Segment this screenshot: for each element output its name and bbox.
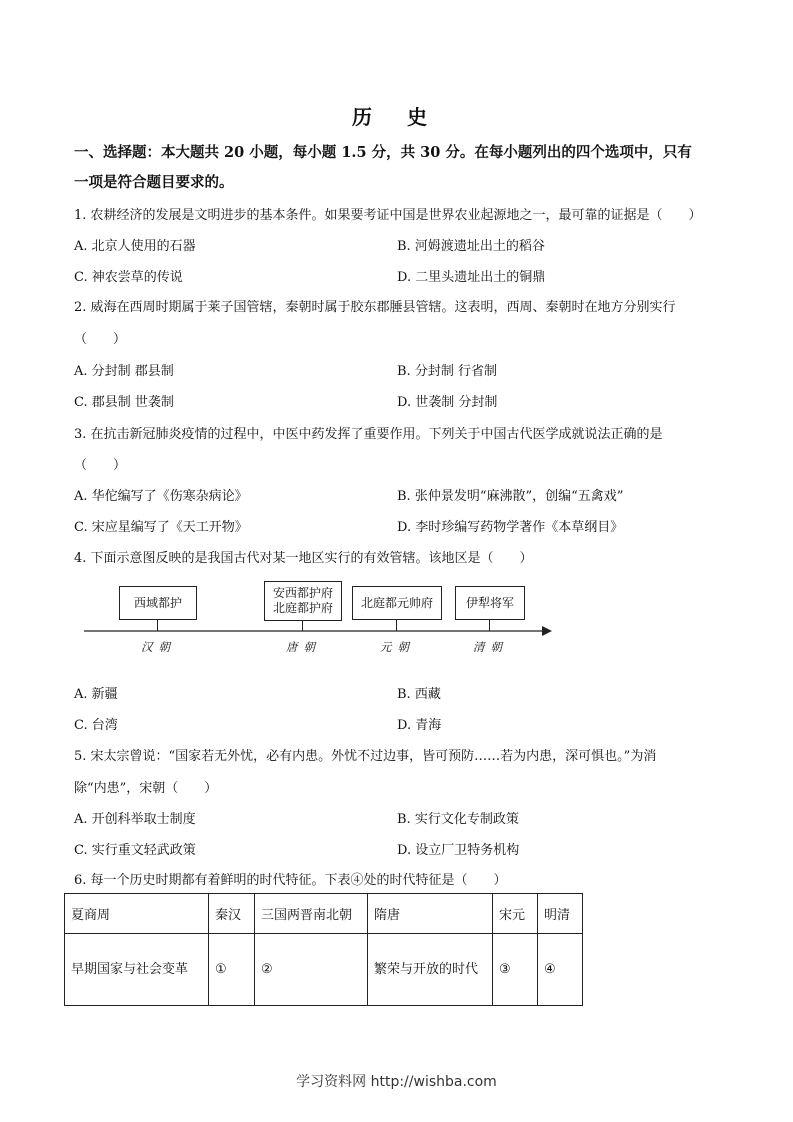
- q3-option-b: B. 张仲景发明“麻沸散”，创编“五禽戏”: [397, 489, 624, 504]
- q1-option-c: C. 神农尝草的传说: [74, 270, 183, 285]
- q6-header-cell: 明清: [538, 894, 583, 934]
- q2-option-c: C. 郡县制 世袭制: [74, 395, 174, 410]
- diagram-box-tang-label1: 安西都护府: [272, 586, 333, 600]
- q6-cell: ③: [493, 934, 538, 1006]
- footer-watermark: 学习资料网 http://wishba.com: [296, 1074, 497, 1090]
- q3-option-d: D. 李时珍编写药物学著作《本草纲目》: [397, 520, 624, 535]
- diagram-box-yuan-label: 北庭都元帅府: [360, 595, 433, 610]
- dynasty-han: 汉朝: [141, 640, 176, 654]
- dynasty-yuan: 元朝: [380, 640, 415, 654]
- dynasty-tang: 唐朝: [286, 640, 321, 654]
- q3-stem-line1: 3. 在抗击新冠肺炎疫情的过程中，中医中药发挥了重要作用。下列关于中国古代医学成就说法正确的是: [74, 427, 663, 442]
- q1-option-d: D. 二里头遗址出土的铜鼎: [397, 270, 546, 285]
- q6-stem: 6. 每一个历史时期都有着鲜明的时代特征。下表④处的时代特征是（ ）: [74, 873, 507, 888]
- q5-stem-line1: 5. 宋太宗曾说：“国家若无外忧，必有内患。外忧不过边事，皆可预防……若为内患，深可惧也。”为消: [74, 749, 657, 764]
- q2-option-a: A. 分封制 郡县制: [74, 364, 174, 379]
- q3-option-c: C. 宋应星编写了《天工开物》: [74, 520, 248, 535]
- q6-cell: ④: [538, 934, 583, 1006]
- diagram-box-yuan: [352, 586, 442, 620]
- q6-header-cell: 隋唐: [368, 894, 493, 934]
- q5-option-b: B. 实行文化专制政策: [397, 812, 519, 827]
- q6-header-cell: 宋元: [493, 894, 538, 934]
- diagram-box-xiyu-label: 西域都护: [133, 595, 182, 610]
- q5-stem-line2: 除“内患”，宋朝（ ）: [74, 781, 218, 796]
- q4-stem: 4. 下面示意图反映的是我国古代对某一地区实行的有效管辖。该地区是（ ）: [74, 551, 533, 566]
- q4-option-a: A. 新疆: [74, 687, 118, 702]
- q1-option-b: B. 河姆渡遗址出土的稻谷: [397, 239, 545, 254]
- q2-stem-line2: （ ）: [74, 332, 127, 347]
- diagram-box-qing-label: 伊犁将军: [465, 595, 514, 610]
- q1-option-a: A. 北京人使用的石器: [74, 239, 196, 254]
- q4-option-d: D. 青海: [397, 718, 442, 733]
- q4-option-b: B. 西藏: [397, 687, 441, 702]
- q5-option-d: D. 设立厂卫特务机构: [397, 843, 520, 858]
- q2-option-d: D. 世袭制 分封制: [397, 395, 498, 410]
- q6-table: [64, 893, 583, 1006]
- q6-cell: ②: [255, 934, 368, 1006]
- diagram-box-tang-label2: 北庭都护府: [272, 601, 333, 615]
- dynasty-qing: 清朝: [473, 640, 508, 654]
- section-heading-line1: 一、选择题：本大题共 20 小题，每小题 1.5 分，共 30 分。在每小题列出的四个选项中，只有: [74, 144, 692, 161]
- q1-stem: 1. 农耕经济的发展是文明进步的基本条件。如果要考证中国是世界农业起源地之一，最可靠的证据是（ ）: [74, 208, 702, 223]
- q5-option-a: A. 开创科举取士制度: [74, 812, 196, 827]
- section-heading-line2: 一项是符合题目要求的。: [74, 174, 234, 191]
- diagram-box-tang: [264, 581, 342, 621]
- q2-option-b: B. 分封制 行省制: [397, 364, 497, 379]
- q6-header-cell: 夏商周: [65, 894, 209, 934]
- q6-cell: 繁荣与开放的时代: [368, 934, 493, 1006]
- q6-table-header-row: [65, 894, 583, 934]
- q6-header-cell: 秦汉: [209, 894, 255, 934]
- q3-option-a: A. 华佗编写了《伤寒杂病论》: [74, 489, 248, 504]
- timeline-arrow: [84, 624, 554, 638]
- diagram-box-qing: [455, 586, 525, 620]
- page-title: 历 史: [352, 105, 441, 129]
- q5-option-c: C. 实行重文轻武政策: [74, 843, 196, 858]
- q6-cell: ①: [209, 934, 255, 1006]
- q2-stem-line1: 2. 威海在西周时期属于莱子国管辖，秦朝时属于胶东郡腄县管辖。这表明，西周、秦朝时在地方分别实行: [74, 300, 676, 315]
- q3-stem-line2: （ ）: [74, 458, 127, 473]
- q4-option-c: C. 台湾: [74, 718, 118, 733]
- q6-cell: 早期国家与社会变革: [65, 934, 209, 1006]
- diagram-box-xiyu: [119, 586, 197, 620]
- q6-table-row: [65, 934, 583, 1006]
- q6-header-cell: 三国两晋南北朝: [255, 894, 368, 934]
